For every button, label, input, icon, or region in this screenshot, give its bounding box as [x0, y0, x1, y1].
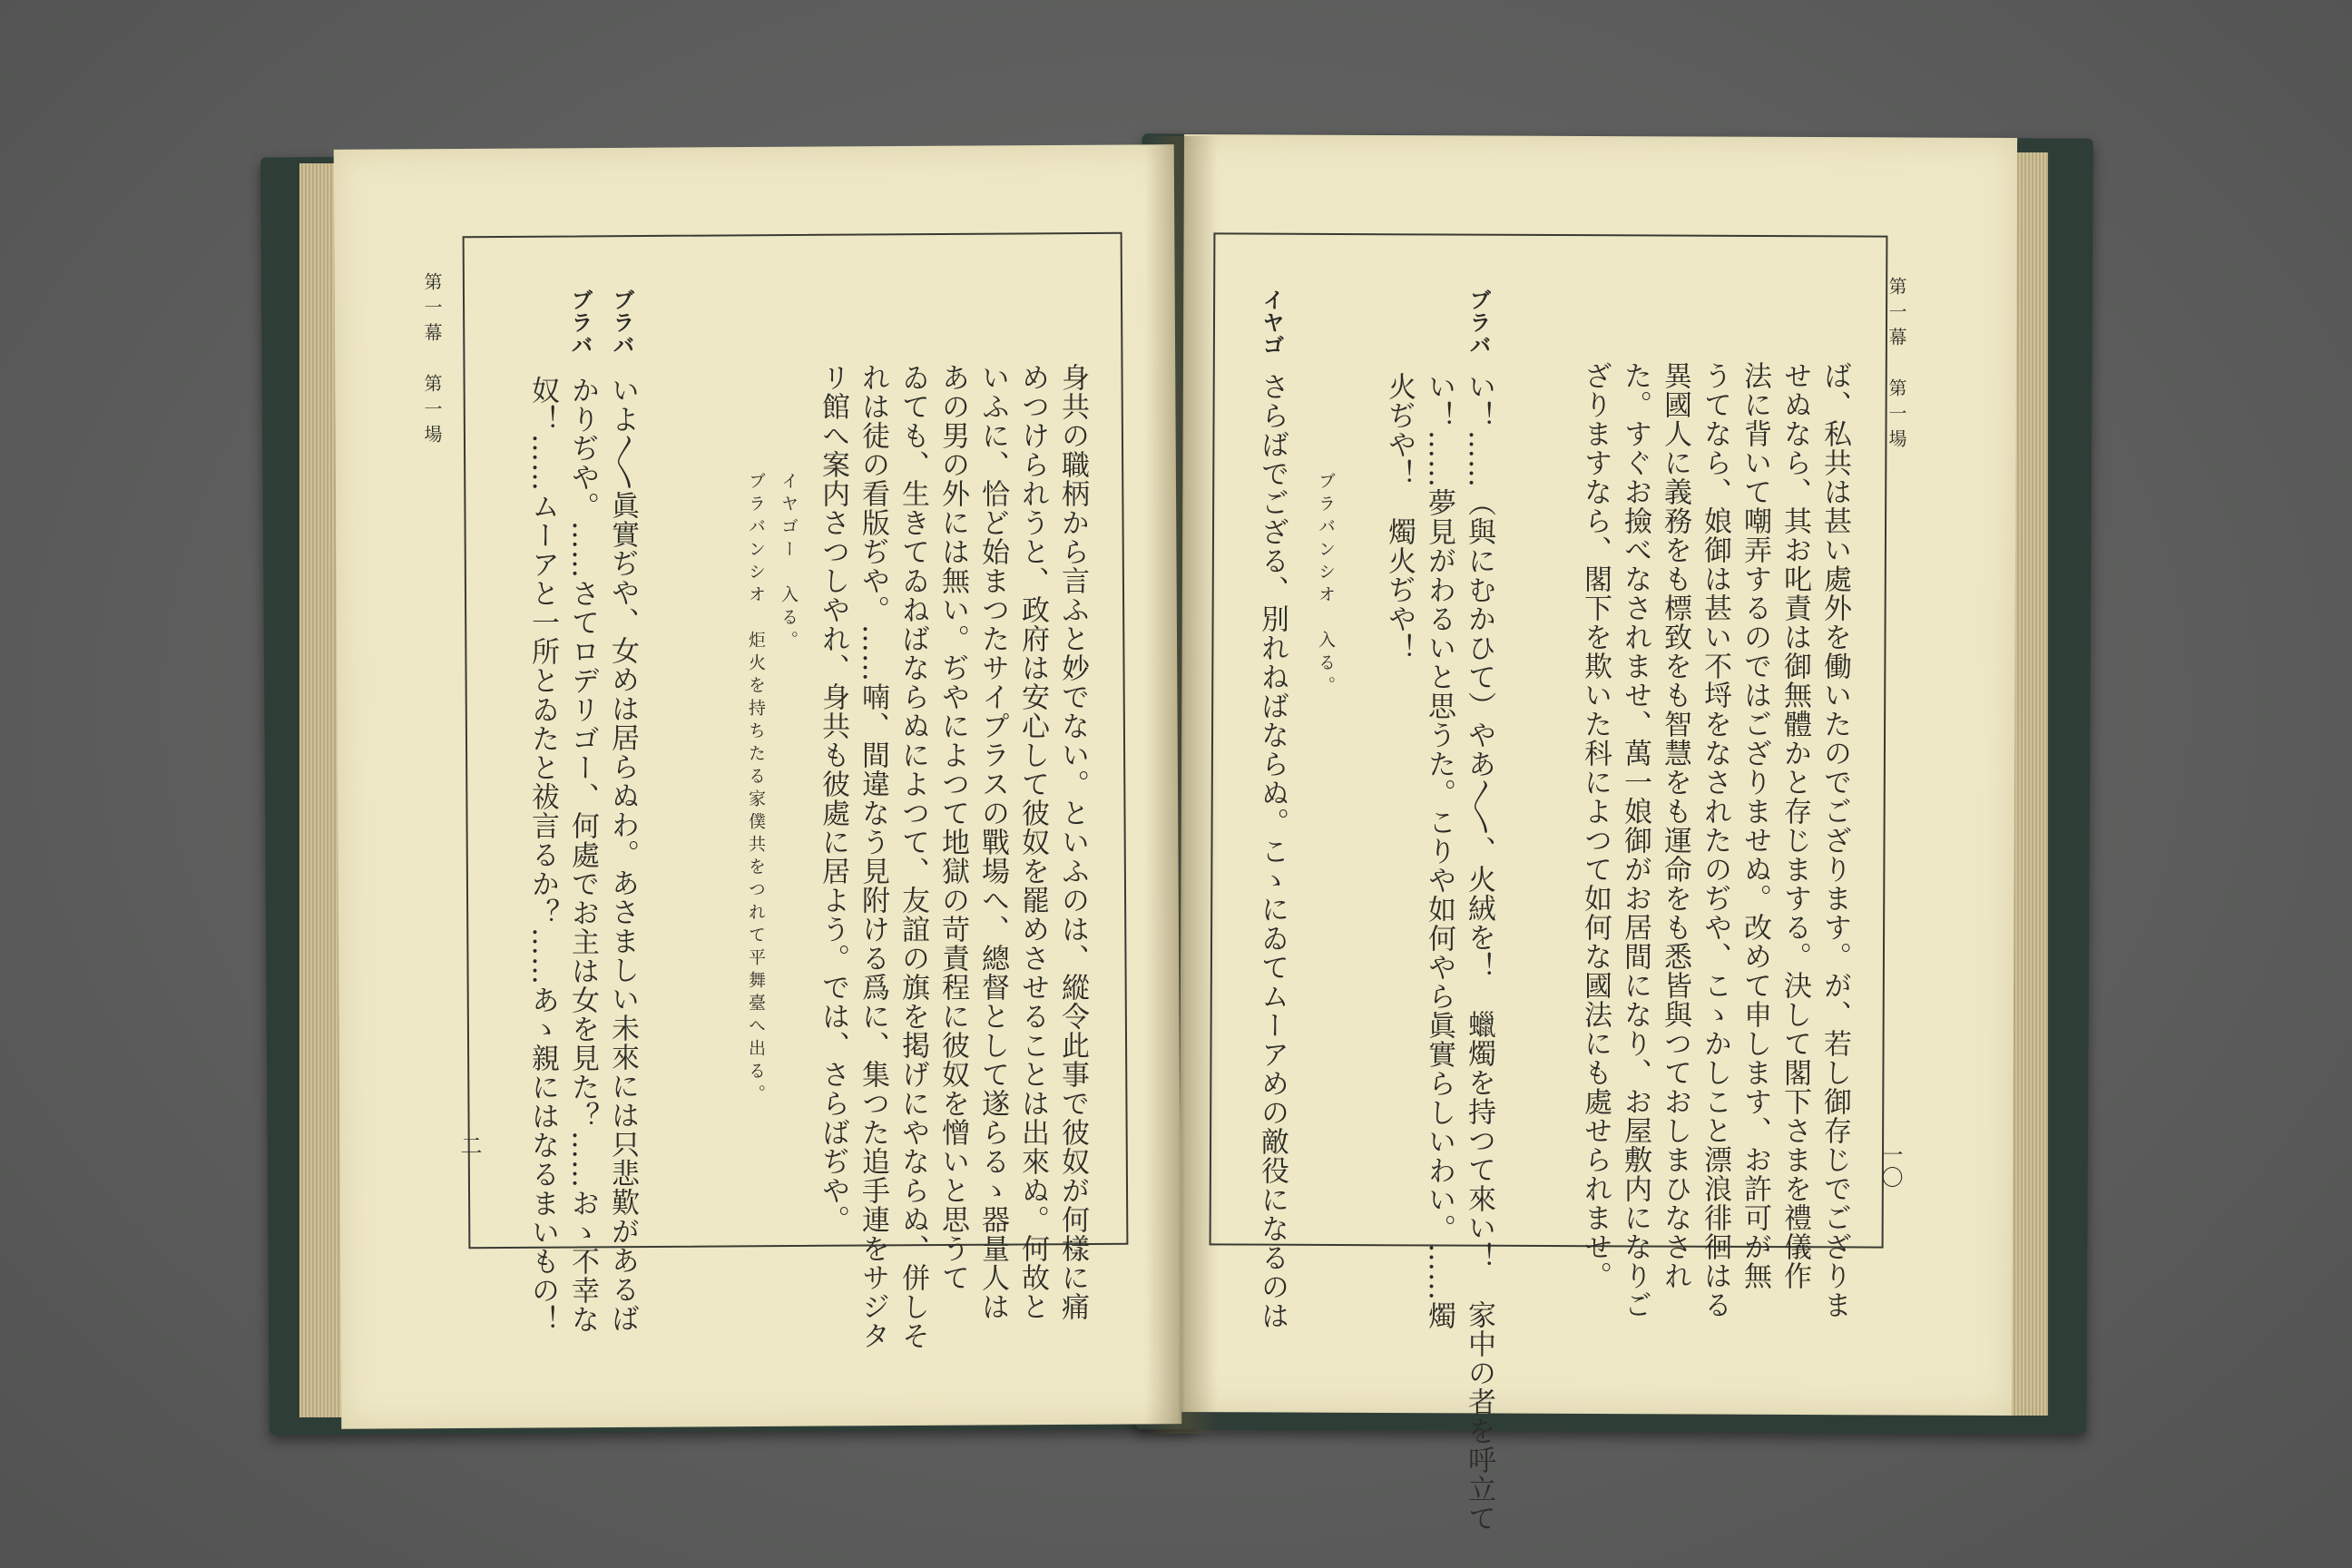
right-text-line: うてなら、娘御は甚い不埒をなされたのぢや、こゝかしこと漂浪徘徊はる — [1699, 361, 1731, 1319]
left-text-line: いよ〳〵眞實ぢや、女めは居らぬわ。あさましい未來には只悲歎があるば — [606, 376, 639, 1333]
right-page-number: 一〇 — [1877, 1143, 1903, 1189]
left-text-line: 奴！……ムーアと一所とゐたと祓言るか？……あゝ親にはなるまいもの！ — [526, 376, 559, 1334]
left-speaker-2: ブラバ — [567, 289, 593, 357]
left-text-line: めつけられうと、政府は安心して彼奴を罷めさせることは出來ぬ。何故と — [1016, 363, 1049, 1321]
left-text-line: かりぢや。……さてロデリゴー、何處でお主は女を見た？……おゝ不幸な — [566, 376, 599, 1334]
left-stage-direction-1: イヤゴー 入る。 — [779, 472, 799, 653]
left-text-line: あの男の外には無い。ぢやによつて地獄の苛責程に彼奴を憎いと思うて — [936, 363, 969, 1292]
right-text-line: ば、私共は甚い處外を働いたのでござります。が、若し御存じでござりま — [1818, 361, 1851, 1319]
left-stage-direction-2: ブラバンシオ 炬火を持ちたる家僕共をつれて平舞臺へ出る。 — [746, 472, 766, 1107]
book-gutter — [1145, 136, 1218, 1434]
right-text-line: た。すぐお撿べなされませ、萬一娘御がお居間になり、お屋敷内になりご — [1619, 361, 1651, 1319]
right-speaker-2: イヤゴ — [1259, 289, 1284, 357]
left-text-line: リ館へ案内さつしやれ、身共も彼處に居よう。では、さらばぢや。 — [817, 363, 849, 1234]
left-text-line: いふに、恰ど始まつたサイプラスの戰場へ、總督として遂らるゝ器量人は — [976, 363, 1009, 1321]
right-text-line: 法に背いて嘲弄するのではござりませぬ。改めて申します、お許可が無 — [1739, 361, 1771, 1290]
right-text-line: ざりますなら、閣下を欺いた科によつて如何な國法にも處せられませ。 — [1579, 361, 1612, 1290]
right-stage-direction-1: ブラバンシオ 入る。 — [1316, 472, 1336, 699]
left-page-number: 二 — [456, 1134, 482, 1157]
right-text-line: 火ぢや！ 燭火ぢや！ — [1383, 372, 1416, 662]
right-running-header: 第一幕 第一場 — [1886, 277, 1907, 455]
left-running-header: 第一幕 第一場 — [421, 272, 443, 450]
right-text-line: い！……夢見がわるいと思うた。こりや如何やら眞實らしいわい。……燭 — [1423, 372, 1455, 1330]
right-text-line: い！……（與にむかひて）やあ〳〵、火絨を！ 蠟燭を持つて來い！ 家中の者を呼立て — [1463, 372, 1495, 1533]
right-text-line: せぬなら、其お叱責は御無體かと存じまする。決して閣下さまを禮儀作 — [1779, 361, 1811, 1290]
left-text-line: れは徒の看版ぢや。……喃、間違なう見附ける爲に、集つた追手連をサジタ — [857, 363, 889, 1350]
left-text-line: 身共の職柄から言ふと妙でない。といふのは、縱令此事で彼奴が何樣に痛 — [1056, 363, 1089, 1321]
right-speaker-1: ブラバ — [1465, 289, 1491, 357]
right-text-line: さらばでござる、別れねばならぬ。こゝにゐてムーアめの敵役になるのは — [1256, 372, 1289, 1330]
left-speaker-1: ブラバ — [609, 289, 634, 357]
right-text-line: 異國人に義務をも標致をも智慧をも運命をも悉皆與つておしまひなされ — [1659, 361, 1691, 1290]
left-text-line: ゐても、生きてゐねばならぬによつて、友誼の旗を掲げにやならぬ、併しそ — [897, 363, 929, 1350]
